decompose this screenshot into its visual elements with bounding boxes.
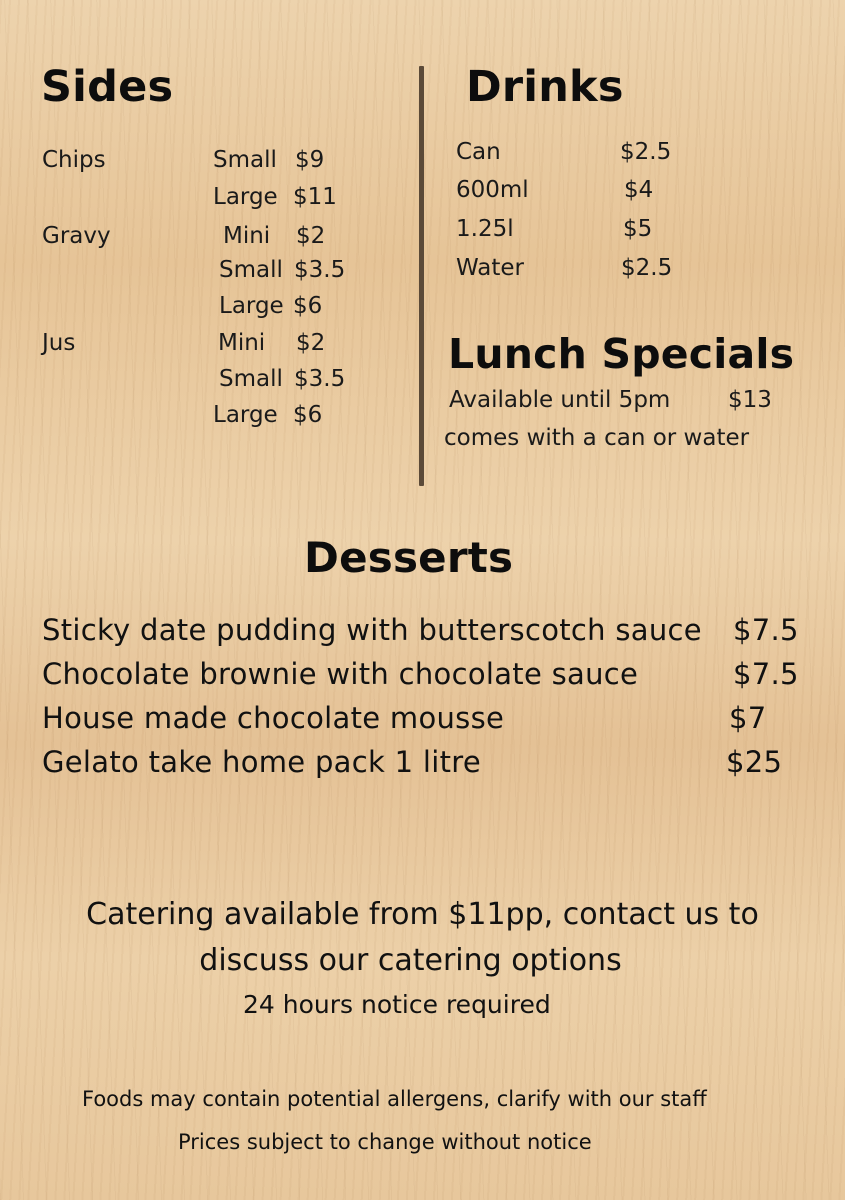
dessert-name: Gelato take home pack 1 litre <box>42 745 481 779</box>
drink-name: 1.25l <box>456 216 514 242</box>
drink-price: $2.5 <box>620 139 672 165</box>
side-name-gravy: Gravy <box>42 223 111 249</box>
side-size: Large <box>213 184 278 210</box>
side-name-chips: Chips <box>42 147 106 173</box>
side-size: Small <box>213 147 277 173</box>
drink-price: $2.5 <box>621 255 673 281</box>
lunch-specials-heading: Lunch Specials <box>448 330 795 378</box>
side-size: Small <box>219 366 283 392</box>
dessert-price: $7.5 <box>733 613 799 647</box>
lunch-availability: Available until 5pm <box>449 387 671 413</box>
side-size: Large <box>213 402 278 428</box>
drink-name: Can <box>456 139 501 165</box>
sides-heading: Sides <box>41 62 174 112</box>
side-price: $3.5 <box>294 257 346 283</box>
side-price: $9 <box>295 147 325 173</box>
lunch-price: $13 <box>728 387 772 413</box>
price-change-notice: Prices subject to change without notice <box>178 1130 592 1154</box>
side-size: Small <box>219 257 283 283</box>
dessert-name: Sticky date pudding with butterscotch sauce <box>42 613 702 647</box>
desserts-heading: Desserts <box>304 533 514 582</box>
dessert-price: $25 <box>726 745 783 779</box>
side-price: $11 <box>293 184 337 210</box>
side-size: Mini <box>218 330 266 356</box>
dessert-name: Chocolate brownie with chocolate sauce <box>42 657 639 691</box>
side-size: Mini <box>223 223 271 249</box>
side-name-jus: Jus <box>42 330 76 356</box>
dessert-price: $7 <box>729 701 767 735</box>
drink-price: $4 <box>624 177 654 203</box>
catering-notice: 24 hours notice required <box>243 990 551 1019</box>
drink-name: 600ml <box>456 177 529 203</box>
lunch-note: comes with a can or water <box>444 425 750 451</box>
drink-price: $5 <box>623 216 653 242</box>
catering-line-1: Catering available from $11pp, contact us to <box>86 897 759 932</box>
dessert-price: $7.5 <box>733 657 799 691</box>
side-price: $2 <box>296 330 326 356</box>
column-divider <box>419 66 424 486</box>
side-price: $2 <box>296 223 326 249</box>
side-price: $6 <box>293 293 323 319</box>
drinks-heading: Drinks <box>466 62 624 112</box>
drink-name: Water <box>456 255 524 281</box>
catering-line-2: discuss our catering options <box>199 943 622 978</box>
side-price: $6 <box>293 402 323 428</box>
allergen-notice: Foods may contain potential allergens, clarify with our staff <box>82 1087 707 1111</box>
side-price: $3.5 <box>294 366 346 392</box>
dessert-name: House made chocolate mousse <box>42 701 505 735</box>
side-size: Large <box>219 293 284 319</box>
